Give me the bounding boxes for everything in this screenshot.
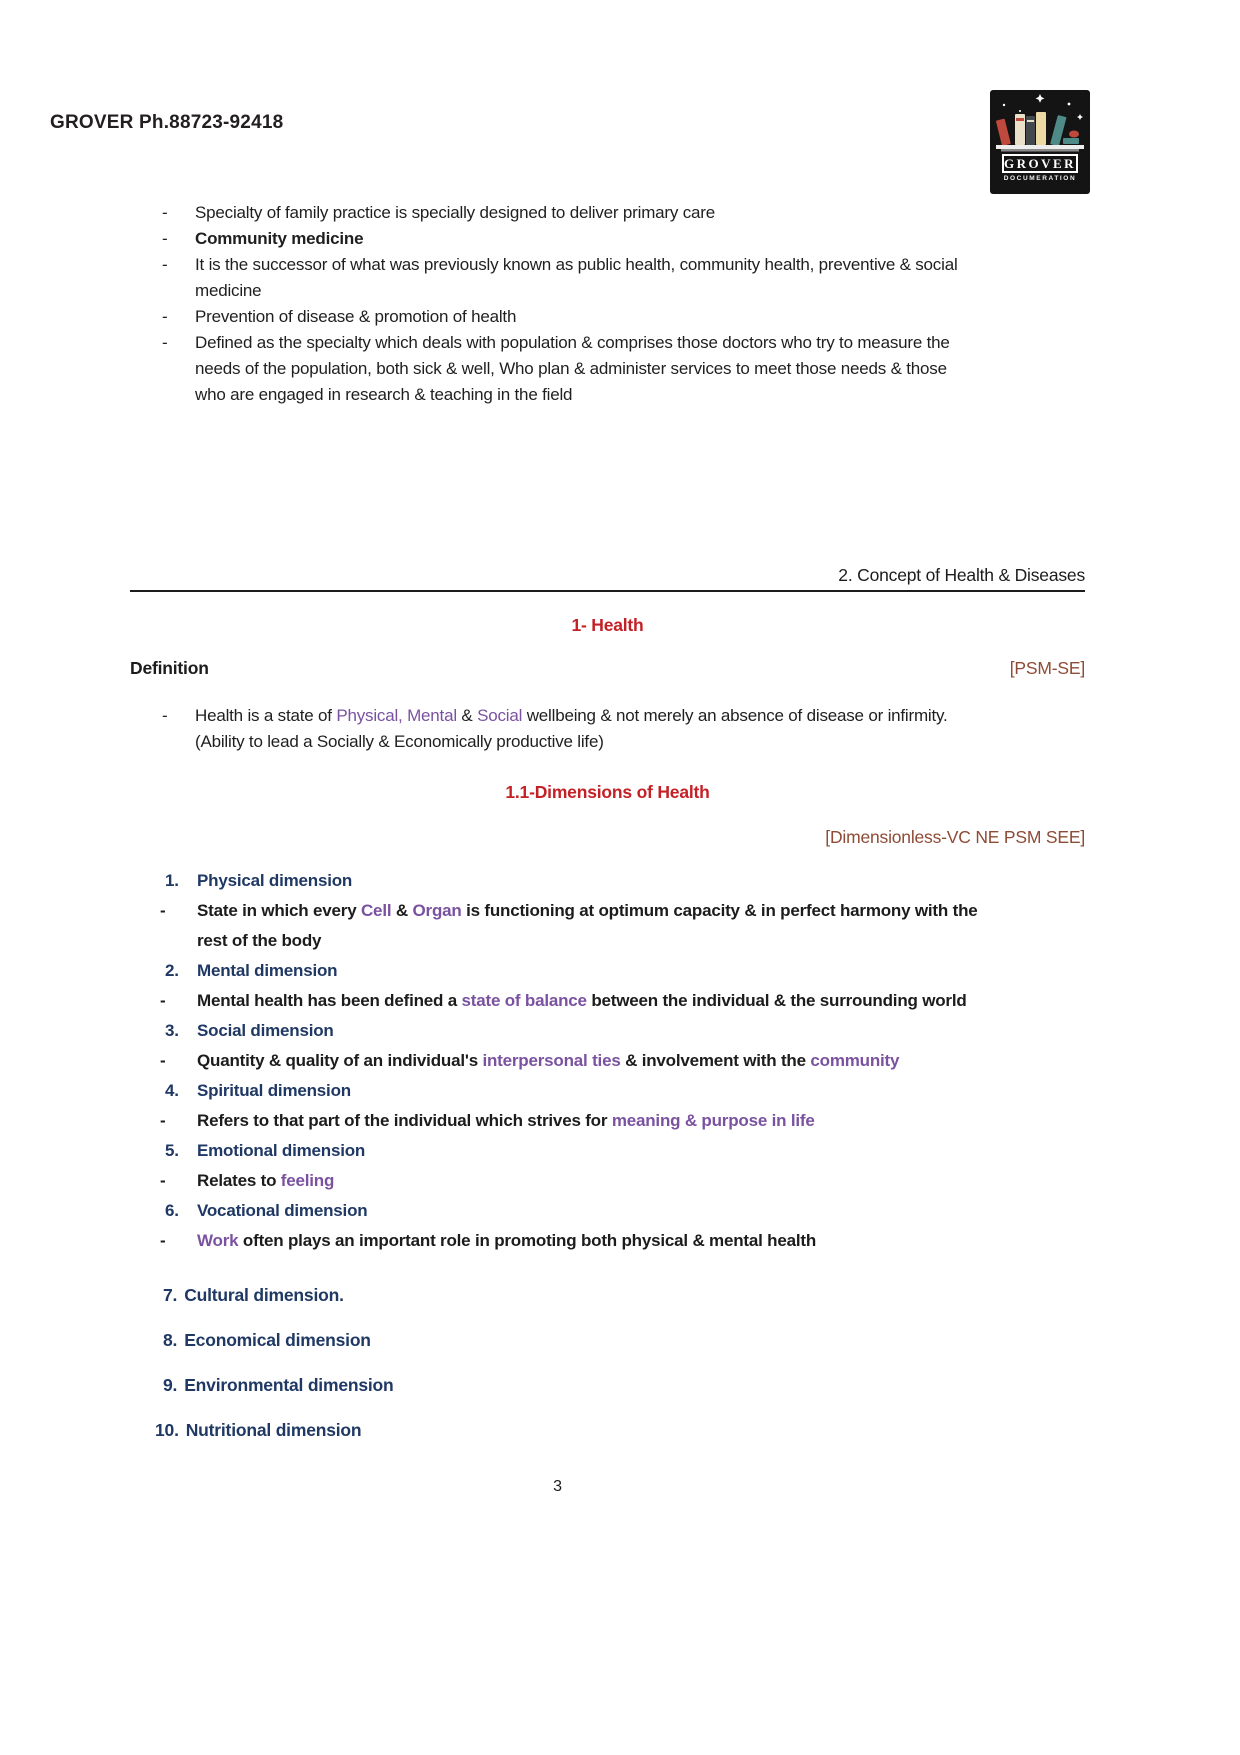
dimension-item: [130, 1196, 1085, 1256]
list-item: [162, 304, 1085, 330]
dimension-detail-row: [160, 1046, 1085, 1076]
dimension-title: Cultural dimension.: [184, 1285, 344, 1305]
bullet-dash: -: [160, 1111, 166, 1130]
dimension-detail: State in which every Cell & Organ is functioning at optimum capacity & in perfect harmony with the rest of the body: [197, 901, 978, 950]
bullet-text: Specialty of family practice is specially designed to deliver primary care: [195, 203, 715, 222]
bullet-dash: -: [162, 203, 168, 222]
dimension-title: Social dimension: [197, 1021, 334, 1040]
dimensions-list: [130, 866, 1085, 1256]
dimensions-heading: 1.1-Dimensions of Health: [505, 782, 710, 802]
dimension-number: 7.: [163, 1285, 178, 1305]
bullet-dash: -: [160, 901, 166, 920]
definition-bullet: [162, 703, 1085, 755]
dimension-detail-row: [160, 1106, 1085, 1136]
bullet-dash: -: [160, 1231, 166, 1250]
list-item: [162, 200, 1085, 226]
extra-dimensions-list: [130, 1280, 1085, 1445]
bullet-text: Defined as the specialty which deals with population & comprises those doctors who try to measure the needs of the population, both sick & well, Who plan & administer services to meet those needs & those who are engaged in research & teaching in the field: [195, 333, 950, 404]
dimension-detail: Quantity & quality of an individual's interpersonal ties & involvement with the community: [197, 1051, 900, 1070]
health-heading: 1- Health: [571, 615, 644, 635]
list-item: [162, 330, 1085, 408]
dimension-detail: Relates to feeling: [197, 1171, 335, 1190]
psm-se-tag: [PSM-SE]: [1009, 658, 1085, 678]
dimension-detail-row: [160, 986, 1085, 1016]
dimension-item: [130, 1076, 1085, 1136]
bullet-dash: -: [162, 706, 168, 725]
dimension-detail-row: [160, 1166, 1085, 1196]
dimension-detail: Mental health has been defined a state of balance between the individual & the surrounding world: [197, 991, 967, 1010]
bullet-text: Prevention of disease & promotion of health: [195, 307, 517, 326]
logo-subtitle: DOCUMERATION: [1003, 175, 1077, 182]
bullet-text: It is the successor of what was previously known as public health, community health, preventive & social medicine: [195, 255, 958, 300]
bullet-dash: -: [162, 333, 168, 352]
dimension-title-row: [165, 1136, 1085, 1166]
dimension-item: [163, 1325, 1085, 1355]
dimension-number: 10.: [155, 1420, 179, 1440]
dimension-title: Emotional dimension: [197, 1141, 366, 1160]
dimension-title: Spiritual dimension: [197, 1081, 351, 1100]
dimension-detail: Work often plays an important role in promoting both physical & mental health: [197, 1231, 817, 1250]
intro-bullet-list: [130, 200, 1085, 408]
dimension-title: Vocational dimension: [197, 1201, 368, 1220]
dimension-number: 4.: [165, 1081, 179, 1100]
dimension-number: 2.: [165, 961, 179, 980]
list-item: [162, 226, 1085, 252]
dimension-item: [130, 1016, 1085, 1076]
dimension-title-row: [165, 866, 1085, 896]
definition-text: Health is a state of Physical, Mental & Social wellbeing & not merely an absence of disease or infirmity. (Ability to lead a Socially & Economically productive life): [195, 706, 948, 751]
dimension-detail-row: [160, 1226, 1085, 1256]
chapter-heading: 2. Concept of Health & Diseases: [838, 565, 1085, 585]
bullet-dash: -: [160, 1051, 166, 1070]
bullet-dash: -: [160, 991, 166, 1010]
dimension-number: 9.: [163, 1375, 178, 1395]
dimension-number: 5.: [165, 1141, 179, 1160]
dimension-number: 1.: [165, 871, 179, 890]
bullet-dash: -: [162, 255, 168, 274]
dimension-detail-row: [160, 896, 1085, 956]
logo-title: GROVER: [1004, 156, 1077, 171]
bullet-dash: -: [160, 1171, 166, 1190]
page-number: 3: [553, 1478, 562, 1495]
dimension-title-row: [165, 956, 1085, 986]
dimension-title: Economical dimension: [184, 1330, 371, 1350]
bullet-dash: -: [162, 307, 168, 326]
dimension-item: [163, 1280, 1085, 1310]
dimensions-tag: [Dimensionless-VC NE PSM SEE]: [825, 827, 1085, 847]
dimension-number: 8.: [163, 1330, 178, 1350]
dimension-title: Environmental dimension: [184, 1375, 394, 1395]
definition-row: [130, 655, 1085, 681]
bullet-text: Community medicine: [195, 229, 364, 248]
dimension-item: [155, 1415, 1085, 1445]
dimension-title: Physical dimension: [197, 871, 353, 890]
dimension-title-row: [165, 1196, 1085, 1226]
section-divider: [130, 590, 1085, 592]
definition-label: Definition: [130, 658, 209, 678]
dimension-title: Mental dimension: [197, 961, 338, 980]
dimension-title-row: [165, 1016, 1085, 1046]
dimension-number: 3.: [165, 1021, 179, 1040]
bullet-dash: -: [162, 229, 168, 248]
dimension-item: [130, 956, 1085, 1016]
list-item: [162, 252, 1085, 304]
dimension-title-row: [165, 1076, 1085, 1106]
page-header-title: GROVER Ph.88723-92418: [50, 112, 284, 133]
dimension-item: [130, 1136, 1085, 1196]
dimension-item: [163, 1370, 1085, 1400]
dimension-number: 6.: [165, 1201, 179, 1220]
dimension-item: [130, 866, 1085, 956]
dimension-title: Nutritional dimension: [185, 1420, 362, 1440]
dimension-detail: Refers to that part of the individual which strives for meaning & purpose in life: [197, 1111, 815, 1130]
